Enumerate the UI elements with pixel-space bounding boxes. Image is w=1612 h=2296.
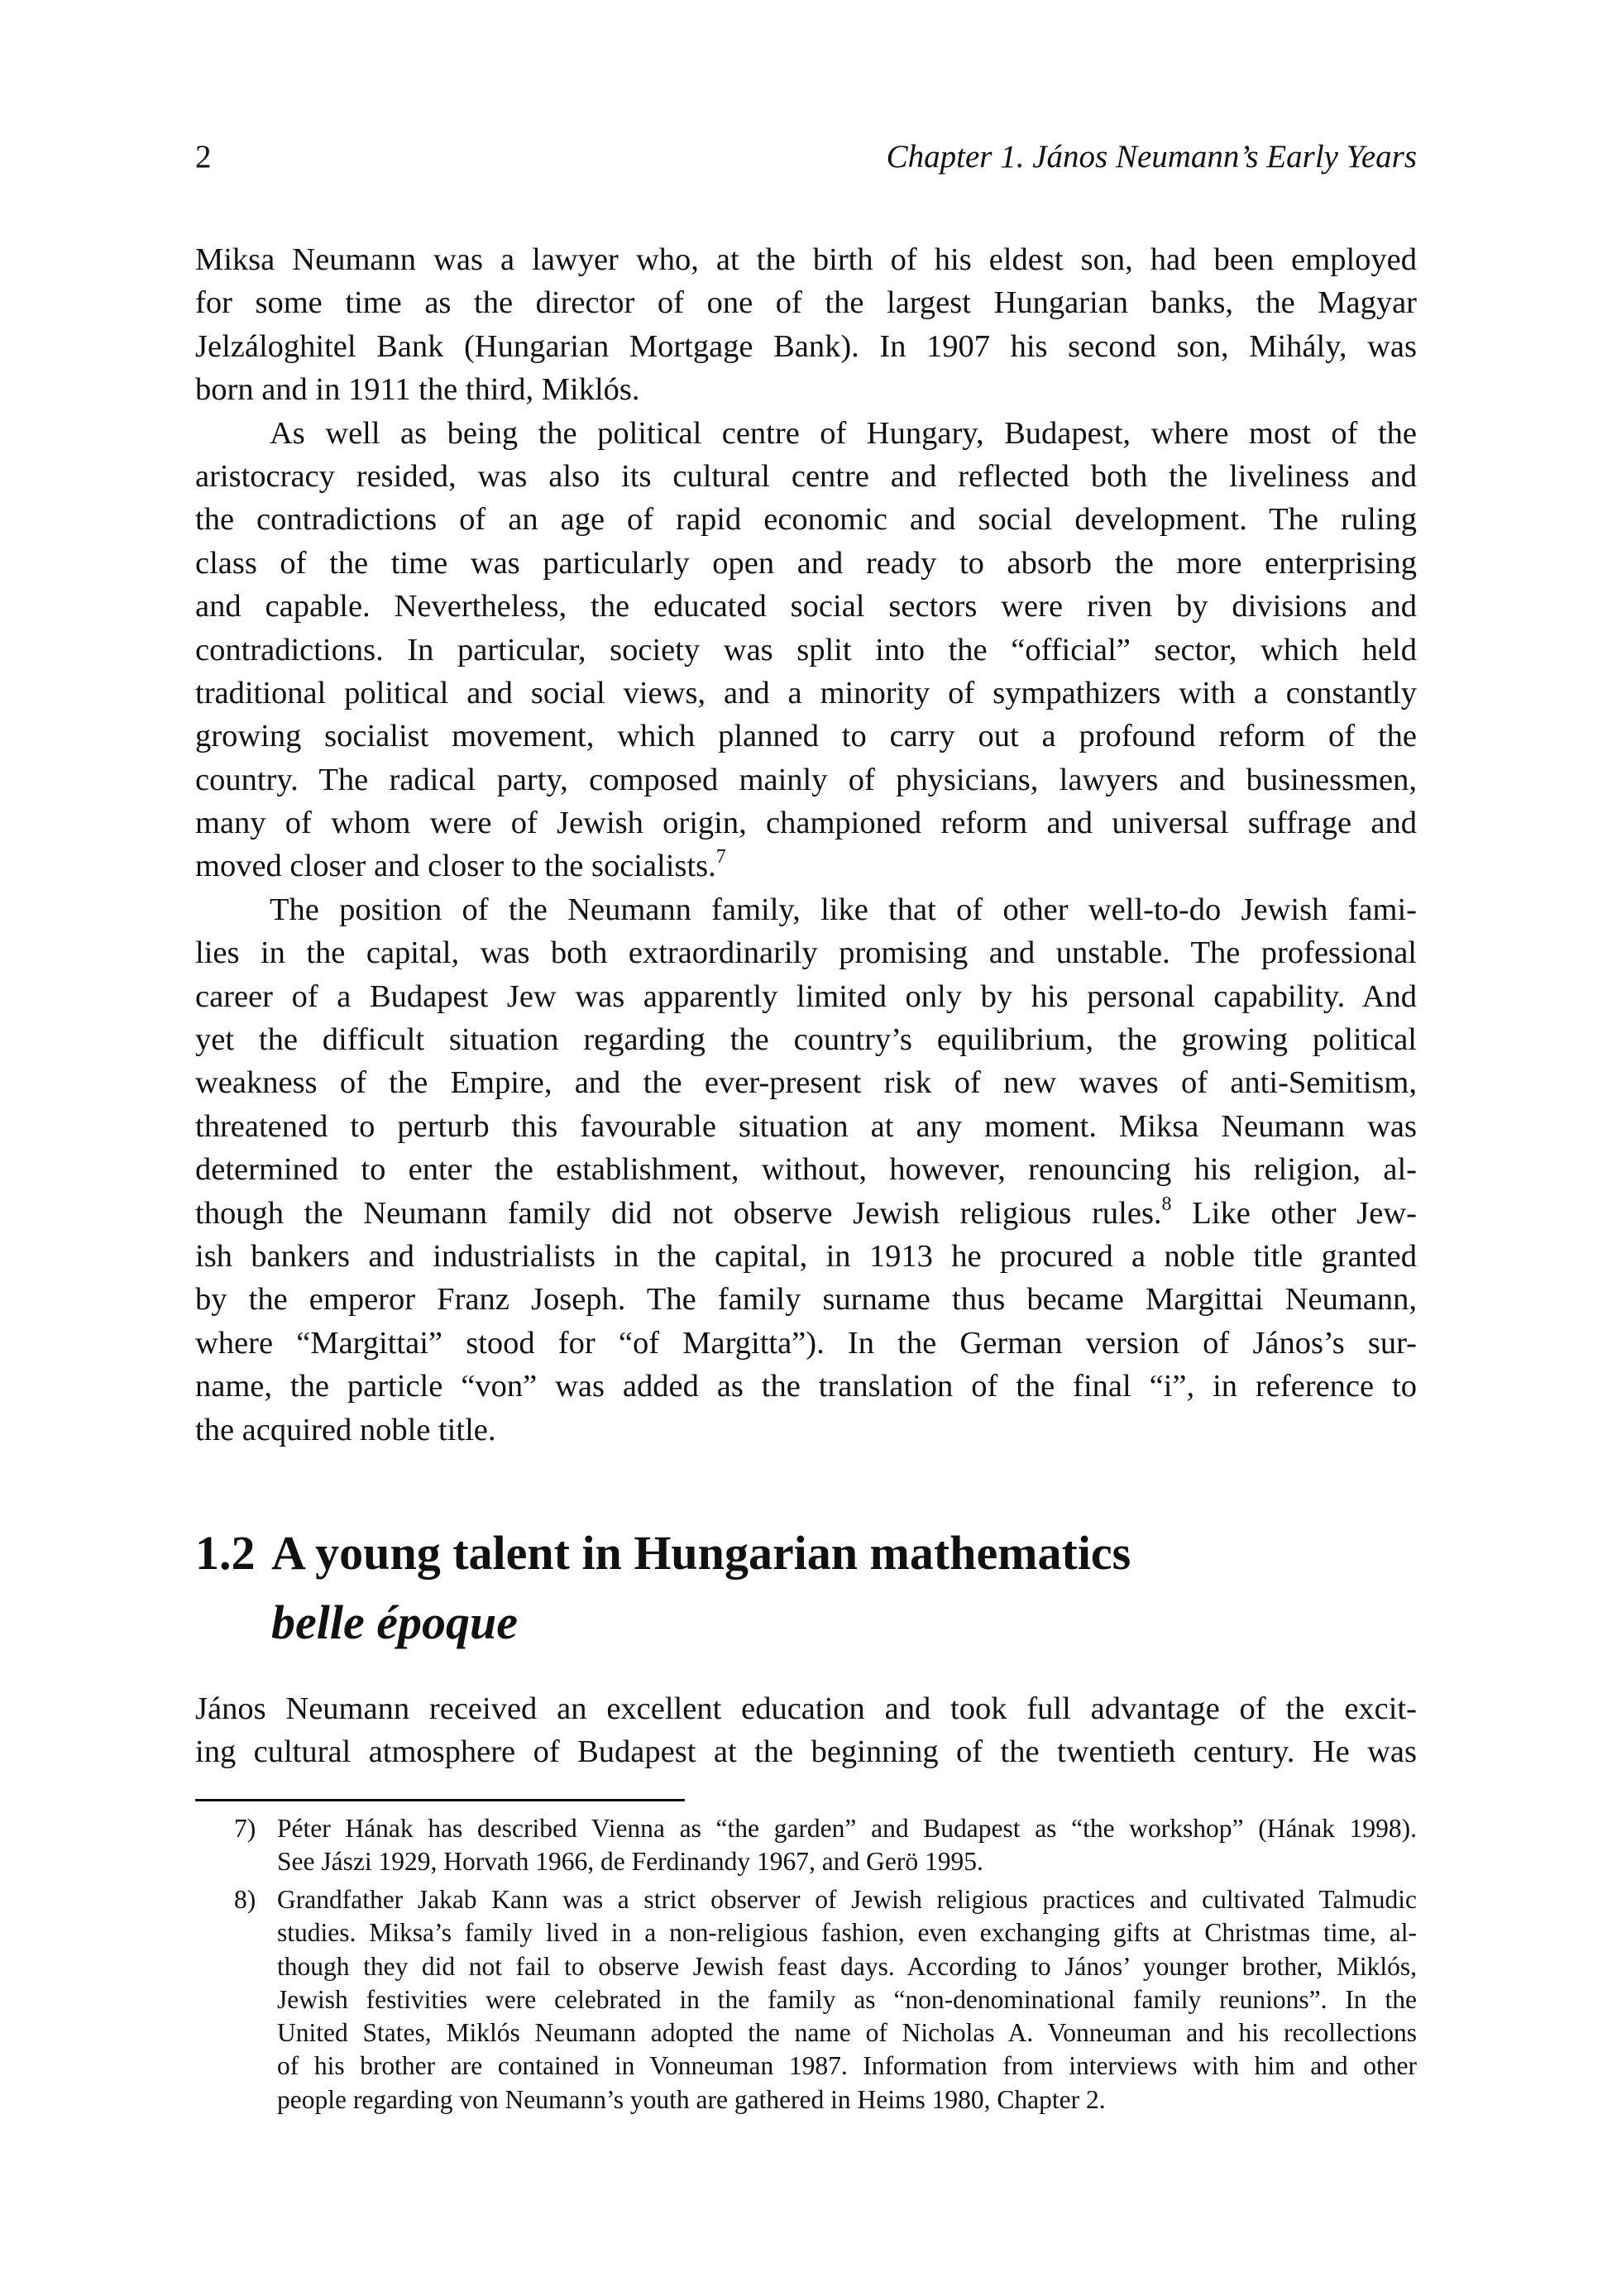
text-line [195,1278,1417,1321]
line-text: growing socialist movement, which planned to carry out a profound reform of the [195,719,1417,754]
line-text: moved closer and closer to the socialists. [195,849,716,884]
line-text: yet the difficult situation regarding the country’s equilibrium, the growing political [195,1022,1417,1058]
line-text: name, the particle “von” was added as the translation of the final “i”, in reference to [195,1369,1417,1404]
text-line [195,1105,1417,1148]
text-line [195,281,1417,324]
section-title-line1: A young talent in Hungarian mathematics [271,1526,1131,1580]
text-line [195,585,1417,628]
line-text: country. The radical party, composed mainly of physicians, lawyers and businessmen, [195,762,1417,797]
text-line [195,1322,1417,1365]
line-text: the acquired noble title. [195,1412,496,1447]
section-paragraph [195,1687,1417,1774]
line-text: contradictions. In particular, society was split into the “official” sector, which held [195,632,1417,667]
text-line [195,238,1417,281]
text-line [195,715,1417,758]
text-line [195,672,1417,715]
footnote-line: Jewish festivities were celebrated in the family as “non-denominational family reunions”. In the [277,1984,1417,2014]
text-line [195,1148,1417,1191]
text-line [195,844,1417,887]
text-line [195,412,1417,455]
text-line [195,801,1417,844]
footnote-line: studies. Miksa’s family lived in a non-religious fashion, even exchanging gifts at Christmas time, al- [277,1918,1417,1948]
footnote-ref-link[interactable]: 7 [715,846,726,868]
line-text: aristocracy resided, was also its cultural centre and reflected both the liveliness and [195,458,1417,494]
footnote-line: United States, Miklós Neumann adopted the name of Nicholas A. Vonneuman and his recollections [277,2018,1417,2048]
text-line [195,931,1417,974]
footnote-number: 7) [234,1814,256,1843]
line-text: class of the time was particularly open and ready to absorb the more enterprising [195,545,1417,581]
footnote-line: Grandfather Jakab Kann was a strict observer of Jewish religious practices and cultivated Talmudic [277,1885,1417,1914]
text-line [195,455,1417,498]
line-text: ish bankers and industrialists in the capital, in 1913 he procured a noble title granted [195,1238,1417,1274]
text-line [195,1365,1417,1408]
line-text: for some time as the director of one of the largest Hungarian banks, the Magyar [195,285,1417,321]
line-text: though the Neumann family did not observe Jewish religious rules. [195,1195,1162,1231]
line-text: and capable. Nevertheless, the educated social sectors were riven by divisions and [195,589,1417,624]
text-line [195,629,1417,672]
running-header [195,136,1417,179]
line-text: many of whom were of Jewish origin, championed reform and universal suffrage and [195,806,1417,841]
text-line [195,758,1417,801]
line-text: born and in 1911 the third, Miklós. [195,372,640,408]
text-line [195,1018,1417,1061]
footnote-line: of his brother are contained in Vonneuman 1987. Information from interviews with him and other [277,2051,1417,2081]
text-line [195,975,1417,1018]
line-text: determined to enter the establishment, without, however, renouncing his religion, al- [195,1152,1417,1188]
text-line [195,542,1417,585]
text-line [195,1409,1417,1452]
section-title-line2: belle époque [271,1595,518,1649]
text-line [195,888,1417,931]
line-text: where “Margittai” stood for “of Margitta”). In the German version of János’s sur- [195,1325,1417,1361]
footnote-ref-link[interactable]: 8 [1161,1193,1172,1215]
line-text: Miksa Neumann was a lawyer who, at the birth of his eldest son, had been employed [195,242,1417,277]
text-line [195,1192,1417,1235]
line-text: Like other Jew- [1171,1195,1417,1231]
footnote-8 [234,1883,1417,2117]
line-text: the contradictions of an age of rapid economic and social development. The ruling [195,502,1417,538]
line-text: weakness of the Empire, and the ever-present risk of new waves of anti-Semitism, [195,1065,1417,1101]
footnote-line: Péter Hának has described Vienna as “the garden” and Budapest as “the workshop” (Hának 1998). [277,1814,1417,1843]
line-text: The position of the Neumann family, like that of other well-to-do Jewish fami- [270,892,1417,927]
footnote-line: people regarding von Neumann’s youth are gathered in Heims 1980, Chapter 2. [277,2084,1106,2114]
footnote-line: See Jászi 1929, Horvath 1966, de Ferdinandy 1967, and Gerö 1995. [277,1847,983,1877]
running-title: Chapter 1. János Neumann’s Early Years [886,139,1417,175]
line-text: Jelzáloghitel Bank (Hungarian Mortgage Bank). In 1907 his second son, Mihály, was [195,328,1417,364]
section-number: 1.2 [195,1526,256,1580]
line-text: traditional political and social views, and a minority of sympathizers with a constantly [195,675,1417,710]
text-line: János Neumann received an excellent education and took full advantage of the excit- [195,1691,1417,1726]
page-number: 2 [195,139,212,175]
footnote-7 [234,1812,1417,1879]
line-text: by the emperor Franz Joseph. The family surname thus became Margittai Neumann, [195,1282,1417,1318]
text-line: ing cultural atmosphere of Budapest at the beginning of the twentieth century. He was [195,1734,1417,1770]
footnote-line: though they did not fail to observe Jewish feast days. According to János’ younger brother, Miklós, [277,1951,1417,1981]
text-line [195,325,1417,368]
line-text: As well as being the political centre of Hungary, Budapest, where most of the [270,415,1417,451]
line-text: threatened to perturb this favourable situation at any moment. Miksa Neumann was [195,1108,1417,1144]
line-text: career of a Budapest Jew was apparently limited only by his personal capability. And [195,978,1417,1014]
text-line [195,1061,1417,1104]
body-text [195,238,1417,1452]
footnote-number: 8) [234,1885,256,1914]
line-text: lies in the capital, was both extraordinarily promising and unstable. The professional [195,935,1417,971]
text-line [195,1235,1417,1278]
text-line [195,368,1417,411]
text-line [195,498,1417,541]
footnote-rule [195,1799,685,1801]
